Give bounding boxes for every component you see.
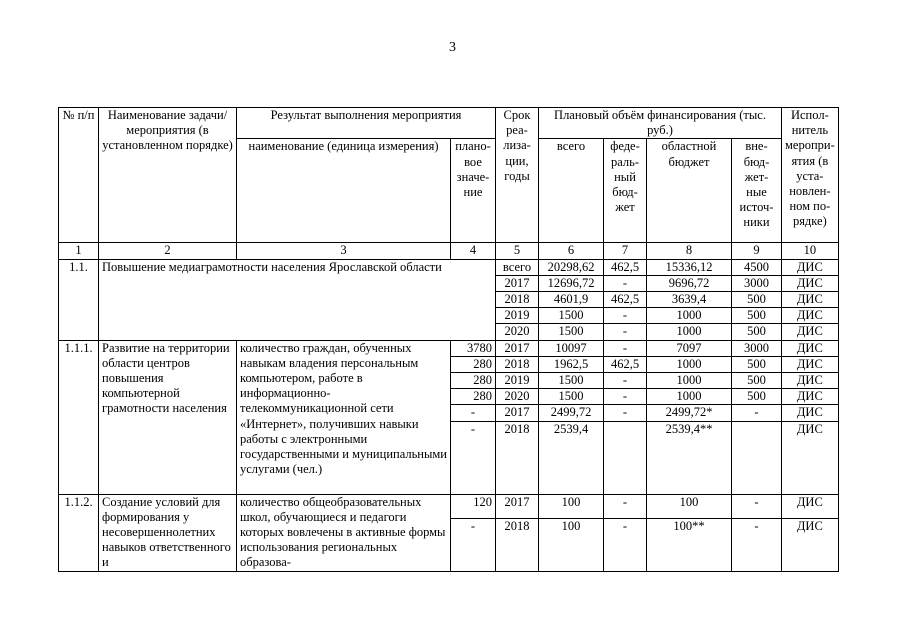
cell-extra: 3000	[732, 275, 782, 291]
header-funding: Плановый объём финансирования (тыс. руб.)	[539, 108, 782, 139]
header-result: Результат выполнения мероприятия	[237, 108, 496, 139]
cell-federal: -	[604, 308, 647, 324]
cell-executor: ДИС	[782, 405, 839, 421]
cell-regional: 2539,4**	[647, 421, 732, 494]
cell-extra: 500	[732, 292, 782, 308]
item-result: количество граждан, обученных навыкам владения персональным компьютером, работе в информационно-телекоммуникационной сети «Интернет», получивших навыки работы с электронными государственными и муниципальными услугами (чел.)	[237, 340, 451, 494]
col-number: 4	[451, 243, 496, 259]
cell-extra: 3000	[732, 340, 782, 356]
column-number-row	[59, 243, 839, 259]
cell-total: 100	[539, 519, 604, 543]
section-num: 1.1.	[59, 259, 99, 340]
cell-plan: -	[451, 421, 496, 494]
cell-year: 2020	[496, 389, 539, 405]
funding-table	[58, 107, 839, 572]
cell-total: 10097	[539, 340, 604, 356]
cell-extra	[732, 543, 782, 572]
cell-regional: 100**	[647, 519, 732, 543]
cell-extra: -	[732, 494, 782, 519]
cell-executor: ДИС	[782, 324, 839, 340]
cell-plan: 3780	[451, 340, 496, 356]
cell-total: 1962,5	[539, 356, 604, 372]
cell-extra: 500	[732, 324, 782, 340]
cell-regional	[647, 543, 732, 572]
cell-executor: ДИС	[782, 494, 839, 519]
cell-extra: -	[732, 519, 782, 543]
col-number: 5	[496, 243, 539, 259]
header-task: Наименование задачи/мероприятия (в установленном порядке)	[99, 108, 237, 243]
cell-federal: -	[604, 340, 647, 356]
cell-total: 1500	[539, 389, 604, 405]
cell-year: 2018	[496, 421, 539, 494]
cell-executor: ДИС	[782, 356, 839, 372]
cell-executor: ДИС	[782, 275, 839, 291]
header-result-plan: плано-вое значе-ние	[451, 139, 496, 243]
page-number: 3	[449, 40, 456, 55]
cell-plan: 280	[451, 373, 496, 389]
cell-total: 1500	[539, 308, 604, 324]
item-result: количество общеобразовательных школ, обучающиеся и педагоги которых вовлечены в активные формы использования региональных образова-	[237, 494, 451, 571]
cell-executor: ДИС	[782, 389, 839, 405]
cell-executor	[782, 543, 839, 572]
cell-plan	[451, 543, 496, 572]
header-total: всего	[539, 139, 604, 243]
item-task: Создание условий для формирования у несовершеннолетних навыков ответственного и	[99, 494, 237, 571]
cell-regional: 15336,12	[647, 259, 732, 275]
cell-regional: 7097	[647, 340, 732, 356]
cell-federal: 462,5	[604, 259, 647, 275]
cell-federal: 462,5	[604, 292, 647, 308]
header-num: № п/п	[59, 108, 99, 243]
header-federal: феде-раль-ный бюд-жет	[604, 139, 647, 243]
cell-executor: ДИС	[782, 259, 839, 275]
cell-federal: -	[604, 389, 647, 405]
cell-federal: -	[604, 324, 647, 340]
cell-regional: 100	[647, 494, 732, 519]
cell-extra: -	[732, 405, 782, 421]
cell-regional: 1000	[647, 356, 732, 372]
cell-plan: -	[451, 405, 496, 421]
cell-total: 4601,9	[539, 292, 604, 308]
cell-federal: -	[604, 519, 647, 543]
cell-extra: 500	[732, 373, 782, 389]
cell-year: 2018	[496, 292, 539, 308]
cell-regional: 1000	[647, 324, 732, 340]
col-number: 1	[59, 243, 99, 259]
cell-federal: -	[604, 494, 647, 519]
cell-executor: ДИС	[782, 519, 839, 543]
cell-extra: 500	[732, 389, 782, 405]
cell-federal: -	[604, 405, 647, 421]
cell-executor: ДИС	[782, 292, 839, 308]
cell-extra: 500	[732, 356, 782, 372]
cell-federal	[604, 543, 647, 572]
cell-year: 2017	[496, 275, 539, 291]
cell-year: 2017	[496, 405, 539, 421]
cell-total: 2539,4	[539, 421, 604, 494]
cell-extra	[732, 421, 782, 494]
cell-total: 12696,72	[539, 275, 604, 291]
cell-extra: 4500	[732, 259, 782, 275]
cell-year: 2019	[496, 308, 539, 324]
cell-federal: -	[604, 373, 647, 389]
item-task: Развитие на территории области центров повышения компьютерной грамотности населения	[99, 340, 237, 494]
cell-executor: ДИС	[782, 373, 839, 389]
col-number: 7	[604, 243, 647, 259]
table-row	[59, 494, 839, 519]
item-num: 1.1.1.	[59, 340, 99, 494]
col-number: 10	[782, 243, 839, 259]
col-number: 6	[539, 243, 604, 259]
header-term: Срок реа-лиза-ции, годы	[496, 108, 539, 243]
section-title: Повышение медиаграмотности населения Ярославской области	[99, 259, 496, 340]
cell-year: 2017	[496, 494, 539, 519]
col-number: 9	[732, 243, 782, 259]
cell-executor: ДИС	[782, 308, 839, 324]
header-row	[59, 108, 839, 139]
cell-extra: 500	[732, 308, 782, 324]
cell-year: 2017	[496, 340, 539, 356]
cell-executor: ДИС	[782, 421, 839, 494]
header-result-name: наименование (единица измерения)	[237, 139, 451, 243]
cell-year: 2020	[496, 324, 539, 340]
cell-federal: -	[604, 275, 647, 291]
cell-plan: 280	[451, 389, 496, 405]
header-executor: Испол-нитель меропри-ятия (в уста-новлен-ном по-рядке)	[782, 108, 839, 243]
cell-total	[539, 543, 604, 572]
table-row	[59, 340, 839, 356]
cell-plan: 120	[451, 494, 496, 519]
col-number: 3	[237, 243, 451, 259]
col-number: 2	[99, 243, 237, 259]
header-regional: областной бюджет	[647, 139, 732, 243]
cell-total: 1500	[539, 324, 604, 340]
cell-year: 2018	[496, 519, 539, 543]
cell-regional: 3639,4	[647, 292, 732, 308]
cell-total: 20298,62	[539, 259, 604, 275]
cell-plan: 280	[451, 356, 496, 372]
cell-regional: 9696,72	[647, 275, 732, 291]
cell-total: 100	[539, 494, 604, 519]
cell-year	[496, 543, 539, 572]
cell-regional: 1000	[647, 373, 732, 389]
item-num: 1.1.2.	[59, 494, 99, 571]
table-row	[59, 259, 839, 275]
cell-federal	[604, 421, 647, 494]
cell-federal: 462,5	[604, 356, 647, 372]
cell-plan: -	[451, 519, 496, 543]
header-extra: вне-бюд-жет-ные источ-ники	[732, 139, 782, 243]
cell-regional: 1000	[647, 389, 732, 405]
cell-total: 1500	[539, 373, 604, 389]
cell-regional: 2499,72*	[647, 405, 732, 421]
cell-year: 2018	[496, 356, 539, 372]
col-number: 8	[647, 243, 732, 259]
cell-regional: 1000	[647, 308, 732, 324]
cell-total: 2499,72	[539, 405, 604, 421]
cell-executor: ДИС	[782, 340, 839, 356]
cell-year: всего	[496, 259, 539, 275]
cell-year: 2019	[496, 373, 539, 389]
